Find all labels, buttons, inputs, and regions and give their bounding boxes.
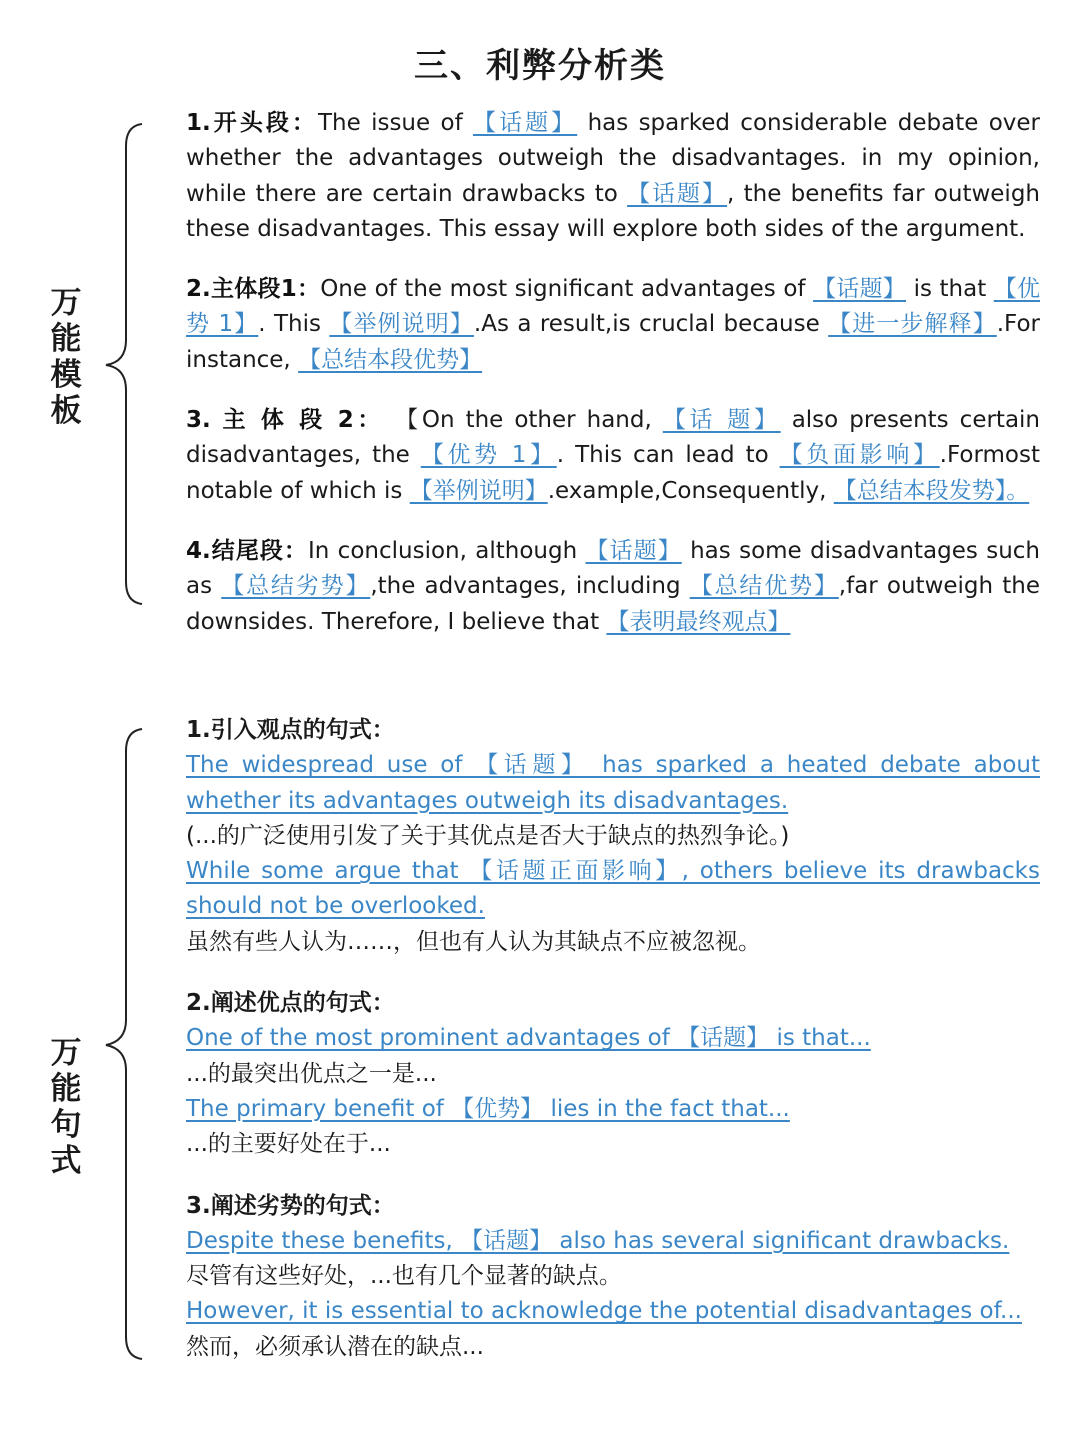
section-label-sentences	[44, 1035, 88, 1179]
chinese-translation: ...的最突出优点之一是...	[186, 1060, 437, 1087]
chinese-translation: ...的主要好处在于...	[186, 1131, 391, 1158]
paragraph-heading: 2.主体段1：	[186, 276, 321, 303]
placeholder-highlight: 【总结劣势】	[221, 573, 371, 600]
sentence-group	[186, 986, 1040, 1162]
template-paragraph	[186, 106, 1040, 247]
paragraph-text: In conclusion, although	[307, 537, 586, 564]
chinese-translation: (...的广泛使用引发了关于其优点是否大于缺点的热烈争论。)	[186, 822, 790, 849]
placeholder-highlight: 【总结本段优势】	[298, 346, 483, 373]
paragraph-heading: 3. 主 体 段 2：	[186, 407, 385, 434]
paragraph-heading: 1.开头段：	[186, 110, 318, 136]
placeholder-highlight: 【总结优势】	[689, 573, 839, 600]
paragraph-text: .Formost notable of which is	[186, 442, 1040, 504]
section-bracket-sentences	[100, 725, 170, 1365]
paragraph-text: . This	[258, 311, 330, 338]
group-heading: 2.阐述优点的句式：	[186, 990, 395, 1017]
template-paragraph	[186, 534, 1040, 640]
english-sentence: The primary benefit of 【优势】 lies in the fact that...	[186, 1095, 790, 1122]
group-heading: 1.引入观点的句式：	[186, 717, 395, 743]
placeholder-highlight: 【话题】	[585, 537, 682, 564]
english-sentence: Despite these benefits, 【话题】 also has several significant drawbacks.	[186, 1227, 1010, 1254]
english-sentence: While some argue that 【话题正面影响】, others believe its drawbacks should not be overlooked.	[186, 858, 1040, 920]
placeholder-highlight: 【优势 1】	[186, 276, 1041, 338]
paragraph-text: is that	[906, 276, 994, 303]
chinese-translation: 然而，必须承认潜在的缺点...	[186, 1333, 484, 1360]
sentence-patterns	[186, 713, 1040, 1365]
placeholder-highlight: 【总结本段发势】。	[833, 477, 1030, 504]
page-title: 三、利弊分析类	[414, 46, 666, 86]
group-heading: 3.阐述劣势的句式：	[186, 1192, 395, 1219]
english-sentence: The widespread use of 【话题】 has sparked a heated debate about whether its advantages outweigh its disadvantages.	[186, 752, 1040, 814]
section-label-template	[44, 285, 88, 429]
paragraph-text: One of the most significant advantages of	[320, 276, 814, 303]
placeholder-highlight: 【进一步解释】	[828, 311, 997, 338]
placeholder-highlight: 【举例说明】	[329, 311, 474, 338]
placeholder-highlight: 【举例说明】	[409, 477, 548, 504]
section-label-text: 万能模板	[50, 285, 82, 429]
placeholder-highlight: 【负面影响】	[779, 442, 940, 469]
section-bracket-template	[100, 120, 170, 610]
paragraph-text: has sparked considerable debate over whether the advantages outweigh the disadvantages. in my opinion, while there are certain drawbacks to	[186, 110, 1041, 207]
paragraph-text: , the benefits far outweigh these disadvantages. This essay will explore both sides of the argument.	[186, 180, 1041, 242]
paragraph-text: . This can lead to	[556, 442, 780, 469]
paragraph-text: The issue of	[317, 110, 474, 136]
paragraph-text: .example,Consequently,	[547, 477, 834, 504]
placeholder-highlight: 【表明最终观点】	[606, 608, 791, 635]
sentence-group	[186, 1189, 1040, 1365]
placeholder-highlight: 【话 题】	[662, 407, 781, 434]
chinese-translation: 尽管有这些好处，...也有几个显著的缺点。	[186, 1263, 622, 1290]
english-sentence: However, it is essential to acknowledge the potential disadvantages of...	[186, 1298, 1022, 1325]
paragraph-heading: 4.结尾段：	[186, 537, 308, 564]
sentence-group	[186, 713, 1040, 960]
paragraph-text: also presents certain disadvantages, the	[186, 407, 1041, 469]
chinese-translation: 虽然有些人认为……，但也有人认为其缺点不应被忽视。	[186, 928, 761, 955]
paragraph-text: ,the advantages, including	[370, 573, 690, 600]
template-paragraphs	[186, 106, 1040, 640]
placeholder-highlight: 【话题】	[473, 110, 578, 136]
english-sentence: One of the most prominent advantages of 【话题】 is that...	[186, 1025, 871, 1052]
paragraph-text: .For instance,	[186, 311, 1040, 373]
template-paragraph	[186, 403, 1040, 509]
paragraph-text: 【On the other hand,	[384, 407, 663, 434]
template-paragraph	[186, 272, 1040, 378]
paragraph-text: .As a result,is cruclal because	[473, 311, 829, 338]
placeholder-highlight: 【话题】	[813, 276, 907, 303]
placeholder-highlight: 【优势 1】	[420, 442, 557, 469]
section-label-text: 万能句式	[50, 1035, 82, 1179]
paragraph-text: has some disadvantages such as	[186, 537, 1040, 600]
paragraph-text: ,far outweigh the downsides. Therefore, I believe that	[186, 573, 1041, 635]
placeholder-highlight: 【话题】	[627, 180, 727, 207]
